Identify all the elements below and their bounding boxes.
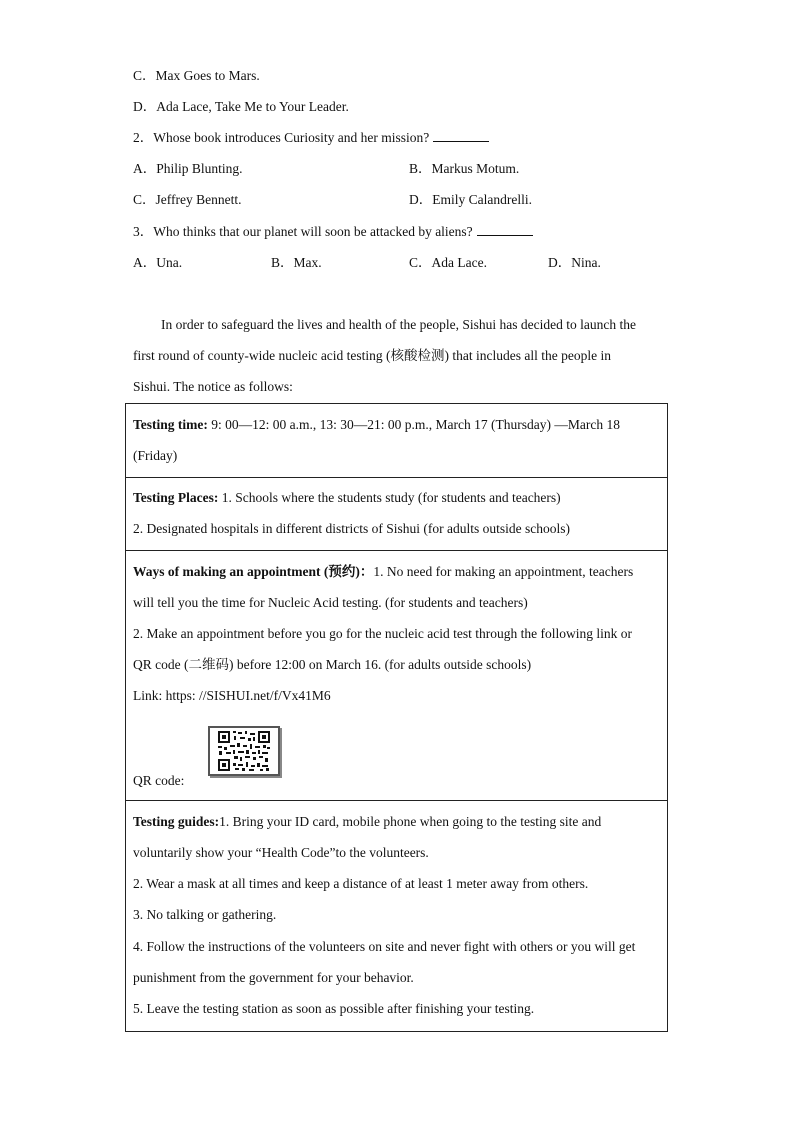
intro-line-1: In order to safeguard the lives and health of the people, Sishui has decided to launch the	[161, 317, 636, 332]
testing-places-label: Testing Places:	[133, 490, 219, 505]
q3-option-c: C．Ada Lace.	[409, 255, 487, 270]
q2-question	[133, 128, 489, 148]
testing-time-line	[133, 415, 620, 435]
appointment-cell	[126, 551, 667, 801]
testing-time-line-2: (Friday)	[133, 448, 178, 463]
testing-places-text-1: 1. Schools where the students study (for students and teachers)	[218, 490, 561, 505]
testing-time-text: 9: 00—12: 00 a.m., 13: 30—21: 00 p.m., March 17 (Thursday) —March 18	[207, 417, 620, 432]
q1-option-c: C．Max Goes to Mars.	[133, 68, 260, 83]
q3-question	[133, 222, 533, 242]
guides-line-1	[133, 812, 601, 832]
intro-line-3: Sishui. The notice as follows:	[133, 379, 293, 394]
guides-line-2: voluntarily show your “Health Code”to the volunteers.	[133, 845, 429, 860]
guides-line-6: punishment from the government for your behavior.	[133, 970, 414, 985]
testing-time-label: Testing time:	[133, 417, 208, 432]
q1-option-d: D．Ada Lace, Take Me to Your Leader.	[133, 99, 349, 114]
appointment-line-3: 2. Make an appointment before you go for the nucleic acid test through the following link or	[133, 626, 632, 641]
answer-blank	[477, 223, 533, 236]
appointment-line-2: will tell you the time for Nucleic Acid testing. (for students and teachers)	[133, 595, 528, 610]
q3-option-a: A．Una.	[133, 255, 183, 270]
appointment-label: Ways of making an appointment (预约)：	[133, 564, 374, 579]
q2-option-d: D．Emily Calandrelli.	[409, 192, 532, 207]
notice-table	[125, 403, 668, 1032]
qr-code-label: QR code:	[133, 773, 185, 788]
guides-line-4: 3. No talking or gathering.	[133, 907, 277, 922]
appointment-line-4: QR code (二维码) before 12:00 on March 16. (for adults outside schools)	[133, 657, 532, 672]
guides-line-7: 5. Leave the testing station as soon as possible after finishing your testing.	[133, 1001, 535, 1016]
q3-question-text: 3．Who thinks that our planet will soon be attacked by aliens?	[133, 224, 473, 239]
qr-code-icon	[208, 726, 280, 776]
guides-line-3: 2. Wear a mask at all times and keep a distance of at least 1 meter away from others.	[133, 876, 589, 891]
q2-option-c: C．Jeffrey Bennett.	[133, 192, 242, 207]
appointment-text-1: 1. No need for making an appointment, teachers	[373, 564, 634, 579]
testing-places-cell	[126, 478, 667, 551]
answer-blank	[433, 129, 489, 142]
appointment-line-1	[133, 562, 633, 582]
q3-option-b: B．Max.	[271, 255, 322, 270]
testing-guides-cell	[126, 801, 667, 1031]
appointment-link[interactable]: Link: https: //SISHUI.net/f/Vx41M6	[133, 688, 331, 703]
intro-line-2: first round of county-wide nucleic acid testing (核酸检测) that includes all the people in	[133, 348, 611, 363]
testing-places-line-2: 2. Designated hospitals in different districts of Sishui (for adults outside schools)	[133, 521, 570, 536]
q2-option-a: A．Philip Blunting.	[133, 161, 243, 176]
testing-time-cell	[126, 404, 667, 478]
testing-guides-label: Testing guides:	[133, 814, 220, 829]
q2-question-text: 2．Whose book introduces Curiosity and her mission?	[133, 130, 430, 145]
testing-places-line-1	[133, 488, 561, 508]
q2-option-b: B．Markus Motum.	[409, 161, 520, 176]
guides-line-5: 4. Follow the instructions of the volunteers on site and never fight with others or you will get	[133, 939, 636, 954]
guides-text-1: 1. Bring your ID card, mobile phone when going to the testing site and	[219, 814, 602, 829]
q3-option-d: D．Nina.	[548, 255, 601, 270]
